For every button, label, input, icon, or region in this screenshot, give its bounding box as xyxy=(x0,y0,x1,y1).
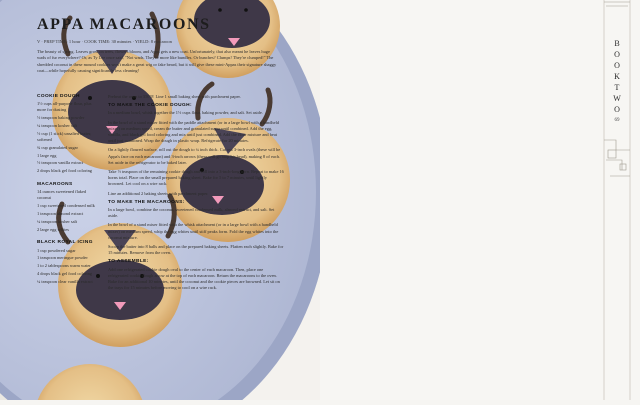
ingredient-item: ¼ teaspoon clear vanilla extract xyxy=(37,278,93,284)
ingredient-item: 1 cup powdered sugar xyxy=(37,247,76,253)
directions-column xyxy=(108,94,284,294)
recipe-title: APPA MACAROONS xyxy=(37,16,211,33)
section-heading-royal-icing: BLACK ROYAL ICING xyxy=(37,240,93,246)
ingredient-item: 1 large egg xyxy=(37,152,57,158)
ingredient-list-macaroons xyxy=(37,189,101,233)
section-heading-assemble: TO ASSEMBLE: xyxy=(108,259,149,265)
direction-step: Scoop the batter into 8 balls and place on the prepared baking sheets. Flatten each slightly. Bake for 15 minutes. Remove from the oven. xyxy=(108,244,284,256)
recipe-meta: V · PREP TIME: 1 hour · COOK TIME: 30 minutes · YIELD: 8 macaroon xyxy=(37,39,172,44)
book-label: BOOK TWO xyxy=(613,39,621,114)
section-heading-cookie-dough: COOKIE DOUGH xyxy=(37,94,80,99)
direction-step: In the bowl of a stand mixer fitted with the paddle attachment (or in a large bowl with a handheld mixer) on medium speed, cream the butter and granulated sugar until combined. Add the egg, vanilla, and black gel food coloring and mix until just combined. Add the flour mixture and beat until just combined. Wrap the dough in plastic wrap. Refrigerate for 20 minutes. xyxy=(108,119,279,144)
ingredient-item: 14 ounces sweetened flaked coconut xyxy=(37,189,87,201)
recipe-intro: The beauty of spring. Leaves grow on trees, flowers bloom, and Appa gets a new coat. Unfortunately, that also meant he leaves huge wads of fur everywhere? Or, as Ty Lee once said, "Not wads. They're more like bundles. Or bunches? Clumps! They're clumped!" The shredded coconut in these mound cookies won't make a great wig or fake beard, but it will give these mini-Appas their signature shaggy coat—while hopefully causing significantly less cleaning! xyxy=(37,49,277,74)
section-heading-make-macaroons: TO MAKE THE MACAROONS: xyxy=(108,199,185,205)
ingredient-item: 4 drops black gel food coloring xyxy=(37,270,92,276)
ingredient-item: ½ teaspoon baking powder xyxy=(37,115,85,121)
ingredient-item: ½ cup (1 stick) unsalted butter, softened xyxy=(37,130,92,142)
ingredient-list-cookie-dough xyxy=(37,101,101,174)
ingredient-item: ¼ teaspoon kosher salt xyxy=(37,123,77,128)
direction-step: Line an additional 2 baking sheets with parchment paper. xyxy=(108,190,209,196)
direction-step: In a medium bowl, whisk together the 1½ cups flour, baking powder, and salt. Set aside. xyxy=(108,110,263,116)
ingredient-item: ¼ teaspoon kosher salt xyxy=(37,218,77,224)
ingredient-item: 1 to 2 tablespoons warm water xyxy=(37,263,91,269)
page-number: 69 xyxy=(614,118,620,123)
ingredient-item: 1 teaspoon almond extract xyxy=(37,210,84,216)
ingredient-item: 2 drops black gel food coloring xyxy=(37,168,92,174)
ingredient-list-royal-icing xyxy=(37,248,101,285)
section-heading-make-cookie: TO MAKE THE COOKIE DOUGH: xyxy=(108,103,192,109)
ingredient-item: 1½ cups all-purpose flour, plus more for dusting xyxy=(37,101,92,113)
section-heading-macaroons: MACAROONS xyxy=(37,181,73,187)
ingredient-item: ¾ cup granulated sugar xyxy=(37,144,78,150)
ingredients-column xyxy=(37,94,101,287)
ingredient-item: ½ teaspoon vanilla extract xyxy=(37,160,84,166)
ingredient-item: 2 large egg whites xyxy=(37,226,69,232)
direction-step: Preheat the oven to 350°F. Line 1 small baking sheet with parchment paper. xyxy=(108,94,241,99)
direction-step: In the bowl of a stand mixer fitted with the whisk attachment (or in a large bowl with a handheld mixer) on medium speed, whip the egg whites until stiff peaks form. Fold the egg whites into the coconut mixture. xyxy=(108,222,279,240)
direction-step: Add one refrigerated cookie dough oval to the center of each macaroon. Then, place one refrigerated cookie dough arrow at the top of each macaroon. Return the macaroons to the oven. Bake for an additional 10 minutes, until the coconut and the cookie pieces are browned. Let sit on the trays for 15 minutes before moving to cool on a wire rack. xyxy=(108,266,280,291)
direction-step: In a large bowl, combine the coconut, sweetened condensed milk, almond extract, and salt. Set aside. xyxy=(108,207,275,219)
ingredient-item: 1 teaspoon meringue powder xyxy=(37,255,88,261)
direction-step: Take ½ teaspoon of the remaining cookie dough and roll into a 3-inch-long horn. Repeat to make 16 horns total. Place on the small prepared baking sheet. Bake for 5 to 7 minutes, until lightly browned. Let cool on a wire rack. xyxy=(108,169,284,187)
direction-step: On a lightly floured surface, roll out the dough to ¼ inch thick. Cut out 3-inch ovals (these will be Appa's face on each macaroon) and 3-inch arrows (these will go atop his head), making 8 of each. Set aside in the refrigerator to be baked later. xyxy=(108,147,281,165)
ingredient-item: 1 cup sweetened condensed milk xyxy=(37,203,95,209)
